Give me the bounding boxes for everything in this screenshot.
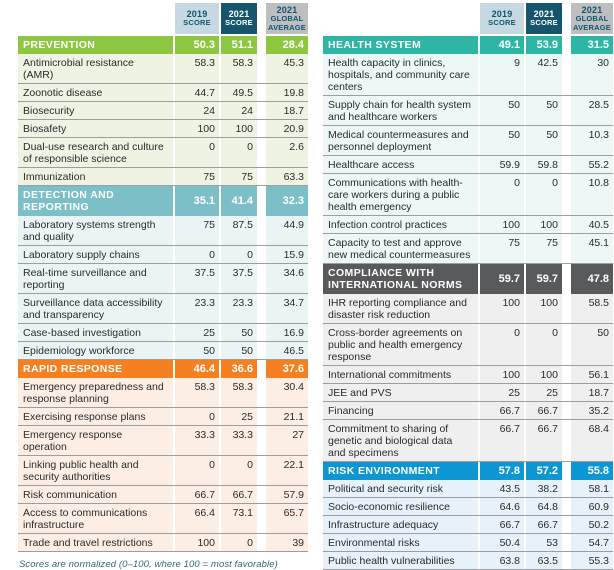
score-cell-2021-score: 0 bbox=[526, 174, 562, 215]
table-row bbox=[18, 504, 308, 534]
section-score-cell: 55.8 bbox=[571, 462, 613, 480]
score-cell-2021-score: 25 bbox=[221, 408, 257, 425]
table-row bbox=[18, 408, 308, 426]
table-row bbox=[323, 366, 613, 384]
score-cell-2021-score: 37.5 bbox=[221, 264, 257, 293]
score-cell-2019-score: 24 bbox=[175, 102, 219, 119]
score-cell-2021-global-average: 39 bbox=[266, 534, 308, 551]
section-header-row-risk-environment bbox=[323, 462, 613, 480]
section-header-row-rapid-response bbox=[18, 360, 308, 378]
score-cell-2021-score: 50 bbox=[221, 324, 257, 341]
score-cell-2021-score: 66.7 bbox=[526, 420, 562, 461]
score-cell-2019-score: 100 bbox=[480, 216, 524, 233]
section-score-cell: 32.3 bbox=[266, 186, 308, 216]
score-cell-2019-score: 0 bbox=[175, 408, 219, 425]
score-cell-2021-global-average: 65.7 bbox=[266, 504, 308, 533]
score-cell-2019-score: 58.3 bbox=[175, 54, 219, 83]
column-header-label: SCORE bbox=[488, 18, 516, 28]
score-cell-2021-score: 0 bbox=[221, 138, 257, 167]
row-label: JEE and PVS bbox=[323, 384, 478, 401]
section-score-cell: 31.5 bbox=[571, 36, 613, 54]
score-cell-2021-global-average: 30.4 bbox=[266, 378, 308, 407]
score-cell-2021-score: 87.5 bbox=[221, 216, 257, 245]
left-score-table bbox=[18, 3, 308, 552]
score-cell-2019-score: 58.3 bbox=[175, 378, 219, 407]
score-cell-2021-global-average: 50.2 bbox=[571, 516, 613, 533]
score-cell-2021-global-average: 21.1 bbox=[266, 408, 308, 425]
row-label: Emergency response operation bbox=[18, 426, 173, 455]
section-score-cell: 46.4 bbox=[175, 360, 219, 378]
score-cell-2021-global-average: 35.2 bbox=[571, 402, 613, 419]
column-header-year: 2021 bbox=[581, 5, 603, 16]
score-cell-2019-score: 44.7 bbox=[175, 84, 219, 101]
table-row bbox=[18, 54, 308, 84]
section-score-cell: 41.4 bbox=[221, 186, 257, 216]
table-row bbox=[18, 264, 308, 294]
score-cell-2021-global-average: 18.7 bbox=[571, 384, 613, 401]
table-row bbox=[323, 54, 613, 96]
score-cell-2021-score: 50 bbox=[221, 342, 257, 359]
table-row bbox=[18, 120, 308, 138]
row-label: Healthcare access bbox=[323, 156, 478, 173]
column-header-2021-global-average bbox=[571, 3, 613, 34]
table-row bbox=[18, 246, 308, 264]
section-header-row-health-system bbox=[323, 36, 613, 54]
section-header-row-prevention bbox=[18, 36, 308, 54]
score-cell-2021-global-average: 15.9 bbox=[266, 246, 308, 263]
row-label: Health capacity in clinics, hospitals, and community care centers bbox=[323, 54, 478, 95]
table-row bbox=[323, 234, 613, 264]
row-label: Surveillance data accessibility and transparency bbox=[18, 294, 173, 323]
table-row bbox=[18, 456, 308, 486]
section-header-row-detection-and-reporting bbox=[18, 186, 308, 216]
score-cell-2021-score: 66.7 bbox=[526, 516, 562, 533]
table-row bbox=[18, 324, 308, 342]
score-cell-2021-score: 0 bbox=[221, 456, 257, 485]
row-label: Cross-border agreements on public and health emergency response bbox=[323, 324, 478, 365]
score-cell-2021-score: 66.7 bbox=[526, 402, 562, 419]
score-cell-2019-score: 23.3 bbox=[175, 294, 219, 323]
section-title: RISK ENVIRONMENT bbox=[323, 462, 478, 480]
row-label: Communications with health-care workers during a public health emergency bbox=[323, 174, 478, 215]
table-row bbox=[18, 426, 308, 456]
row-label: Commitment to sharing of genetic and biological data and specimens bbox=[323, 420, 478, 461]
table-row bbox=[323, 174, 613, 216]
score-cell-2021-global-average: 19.8 bbox=[266, 84, 308, 101]
score-cell-2021-global-average: 54.7 bbox=[571, 534, 613, 551]
row-label: Exercising response plans bbox=[18, 408, 173, 425]
table-row bbox=[323, 294, 613, 324]
score-cell-2021-global-average: 28.5 bbox=[571, 96, 613, 125]
row-label: Socio-economic resilience bbox=[323, 498, 478, 515]
score-cell-2019-score: 33.3 bbox=[175, 426, 219, 455]
right-column bbox=[323, 3, 613, 570]
section-score-cell: 51.1 bbox=[221, 36, 257, 54]
score-cell-2019-score: 66.7 bbox=[480, 516, 524, 533]
column-header-year: 2019 bbox=[186, 9, 208, 20]
table-row bbox=[323, 324, 613, 366]
score-cell-2019-score: 0 bbox=[175, 456, 219, 485]
section-score-cell: 53.9 bbox=[526, 36, 562, 54]
score-cell-2019-score: 50 bbox=[480, 126, 524, 155]
score-cell-2021-global-average: 2.6 bbox=[266, 138, 308, 167]
table-row bbox=[323, 480, 613, 498]
score-cell-2021-score: 100 bbox=[526, 294, 562, 323]
score-cell-2021-global-average: 34.6 bbox=[266, 264, 308, 293]
score-cell-2019-score: 0 bbox=[175, 138, 219, 167]
row-label: Biosafety bbox=[18, 120, 173, 137]
score-cell-2021-score: 59.8 bbox=[526, 156, 562, 173]
score-cell-2021-score: 42.5 bbox=[526, 54, 562, 95]
row-label: IHR reporting compliance and disaster risk reduction bbox=[323, 294, 478, 323]
row-label: Dual-use research and culture of responsible science bbox=[18, 138, 173, 167]
section-score-cell: 49.1 bbox=[480, 36, 524, 54]
score-cell-2019-score: 0 bbox=[480, 324, 524, 365]
row-label: Public health vulnerabilities bbox=[323, 552, 478, 569]
table-row bbox=[18, 168, 308, 186]
table-row bbox=[18, 138, 308, 168]
table-row bbox=[323, 402, 613, 420]
table-row bbox=[18, 294, 308, 324]
row-label: Infection control practices bbox=[323, 216, 478, 233]
score-cell-2021-score: 75 bbox=[526, 234, 562, 263]
score-cell-2021-global-average: 22.1 bbox=[266, 456, 308, 485]
section-score-cell: 36.6 bbox=[221, 360, 257, 378]
row-label: Infrastructure adequacy bbox=[323, 516, 478, 533]
score-cell-2019-score: 100 bbox=[175, 120, 219, 137]
section-score-cell: 35.1 bbox=[175, 186, 219, 216]
left-column bbox=[18, 3, 308, 570]
score-cell-2021-score: 24 bbox=[221, 102, 257, 119]
score-cell-2021-score: 53 bbox=[526, 534, 562, 551]
score-cell-2019-score: 63.8 bbox=[480, 552, 524, 569]
score-cell-2019-score: 100 bbox=[480, 366, 524, 383]
score-cell-2021-score: 75 bbox=[221, 168, 257, 185]
column-header-label: SCORE bbox=[183, 18, 211, 28]
score-cell-2021-global-average: 30 bbox=[571, 54, 613, 95]
row-label: Laboratory systems strength and quality bbox=[18, 216, 173, 245]
column-header-2019-score bbox=[175, 3, 219, 34]
right-score-table bbox=[323, 3, 613, 570]
score-cell-2021-global-average: 20.9 bbox=[266, 120, 308, 137]
table-row bbox=[323, 552, 613, 570]
score-cell-2021-score: 38.2 bbox=[526, 480, 562, 497]
column-header-label: SCORE bbox=[225, 18, 253, 28]
score-cell-2019-score: 75 bbox=[175, 168, 219, 185]
table-row bbox=[323, 96, 613, 126]
score-cell-2021-score: 0 bbox=[221, 534, 257, 551]
scores-footnote: Scores are normalized (0–100, where 100 = most favorable) bbox=[19, 559, 278, 570]
table-row bbox=[323, 420, 613, 462]
table-row bbox=[18, 534, 308, 552]
score-cell-2021-global-average: 56.1 bbox=[571, 366, 613, 383]
row-label: Medical countermeasures and personnel deployment bbox=[323, 126, 478, 155]
score-cell-2021-global-average: 40.5 bbox=[571, 216, 613, 233]
row-label: Case-based investigation bbox=[18, 324, 173, 341]
column-header-row bbox=[18, 3, 308, 34]
score-cell-2021-global-average: 60.9 bbox=[571, 498, 613, 515]
table-row bbox=[323, 534, 613, 552]
score-cell-2019-score: 50.4 bbox=[480, 534, 524, 551]
table-row bbox=[323, 384, 613, 402]
table-row bbox=[18, 84, 308, 102]
score-cell-2019-score: 43.5 bbox=[480, 480, 524, 497]
score-cell-2021-score: 0 bbox=[526, 324, 562, 365]
score-cell-2019-score: 37.5 bbox=[175, 264, 219, 293]
section-score-cell: 57.2 bbox=[526, 462, 562, 480]
table-row bbox=[18, 216, 308, 246]
score-cell-2021-global-average: 55.2 bbox=[571, 156, 613, 173]
column-header-spacer bbox=[18, 3, 173, 34]
row-label: Emergency preparedness and response planning bbox=[18, 378, 173, 407]
score-cell-2019-score: 59.9 bbox=[480, 156, 524, 173]
table-row bbox=[18, 102, 308, 120]
row-label: Linking public health and security authorities bbox=[18, 456, 173, 485]
score-cell-2019-score: 9 bbox=[480, 54, 524, 95]
score-cell-2021-score: 100 bbox=[221, 120, 257, 137]
score-cell-2019-score: 25 bbox=[175, 324, 219, 341]
score-cell-2021-global-average: 10.3 bbox=[571, 126, 613, 155]
row-label: Financing bbox=[323, 402, 478, 419]
score-cell-2021-global-average: 34.7 bbox=[266, 294, 308, 323]
score-cell-2021-score: 66.7 bbox=[221, 486, 257, 503]
section-score-cell: 37.6 bbox=[266, 360, 308, 378]
section-score-cell: 57.8 bbox=[480, 462, 524, 480]
score-cell-2019-score: 66.7 bbox=[175, 486, 219, 503]
table-row bbox=[323, 516, 613, 534]
score-cell-2021-score: 58.3 bbox=[221, 54, 257, 83]
score-cell-2019-score: 64.6 bbox=[480, 498, 524, 515]
table-row bbox=[323, 498, 613, 516]
table-row bbox=[323, 216, 613, 234]
section-score-cell: 47.8 bbox=[571, 264, 613, 294]
score-cell-2019-score: 75 bbox=[480, 234, 524, 263]
score-cell-2021-score: 64.8 bbox=[526, 498, 562, 515]
row-label: Supply chain for health system and healthcare workers bbox=[323, 96, 478, 125]
column-header-2021-score bbox=[221, 3, 257, 34]
score-cell-2021-global-average: 58.5 bbox=[571, 294, 613, 323]
row-label: Capacity to test and approve new medical countermeasures bbox=[323, 234, 478, 263]
column-header-year: 2019 bbox=[491, 9, 513, 20]
score-cell-2021-global-average: 18.7 bbox=[266, 102, 308, 119]
score-cell-2021-score: 100 bbox=[526, 366, 562, 383]
score-cell-2019-score: 50 bbox=[175, 342, 219, 359]
score-cell-2021-global-average: 68.4 bbox=[571, 420, 613, 461]
section-title: PREVENTION bbox=[18, 36, 173, 54]
column-header-spacer bbox=[323, 3, 478, 34]
score-cell-2021-global-average: 55.3 bbox=[571, 552, 613, 569]
row-label: Epidemiology workforce bbox=[18, 342, 173, 359]
score-cell-2021-score: 49.5 bbox=[221, 84, 257, 101]
row-label: Biosecurity bbox=[18, 102, 173, 119]
table-row bbox=[18, 486, 308, 504]
column-header-2021-score bbox=[526, 3, 562, 34]
score-cell-2019-score: 75 bbox=[175, 216, 219, 245]
row-label: Trade and travel restrictions bbox=[18, 534, 173, 551]
section-score-cell: 50.3 bbox=[175, 36, 219, 54]
row-label: Immunization bbox=[18, 168, 173, 185]
score-cell-2019-score: 66.7 bbox=[480, 420, 524, 461]
score-cell-2021-global-average: 16.9 bbox=[266, 324, 308, 341]
column-header-2019-score bbox=[480, 3, 524, 34]
score-cell-2021-global-average: 57.9 bbox=[266, 486, 308, 503]
column-header-2021-global-average bbox=[266, 3, 308, 34]
section-score-cell: 59.7 bbox=[480, 264, 524, 294]
score-cell-2021-global-average: 58.1 bbox=[571, 480, 613, 497]
section-score-cell: 59.7 bbox=[526, 264, 562, 294]
column-header-label: GLOBAL AVERAGE bbox=[573, 14, 611, 32]
section-title: RAPID RESPONSE bbox=[18, 360, 173, 378]
score-cell-2021-score: 73.1 bbox=[221, 504, 257, 533]
score-cell-2019-score: 0 bbox=[480, 174, 524, 215]
row-label: Laboratory supply chains bbox=[18, 246, 173, 263]
score-cell-2021-global-average: 45.1 bbox=[571, 234, 613, 263]
section-score-cell: 28.4 bbox=[266, 36, 308, 54]
column-header-year: 2021 bbox=[276, 5, 298, 16]
score-cell-2021-score: 33.3 bbox=[221, 426, 257, 455]
table-row bbox=[323, 156, 613, 174]
score-cell-2019-score: 25 bbox=[480, 384, 524, 401]
score-cell-2021-global-average: 10.8 bbox=[571, 174, 613, 215]
section-header-row-compliance-with-international-norms bbox=[323, 264, 613, 294]
score-cell-2021-score: 63.5 bbox=[526, 552, 562, 569]
score-cell-2019-score: 66.7 bbox=[480, 402, 524, 419]
score-cell-2021-global-average: 45.3 bbox=[266, 54, 308, 83]
score-cell-2021-score: 0 bbox=[221, 246, 257, 263]
score-cell-2021-global-average: 46.5 bbox=[266, 342, 308, 359]
row-label: Real-time surveillance and reporting bbox=[18, 264, 173, 293]
score-cell-2019-score: 100 bbox=[175, 534, 219, 551]
score-cell-2021-score: 50 bbox=[526, 126, 562, 155]
score-cell-2021-score: 100 bbox=[526, 216, 562, 233]
table-row bbox=[323, 126, 613, 156]
row-label: Zoonotic disease bbox=[18, 84, 173, 101]
score-cell-2021-score: 23.3 bbox=[221, 294, 257, 323]
score-cell-2019-score: 100 bbox=[480, 294, 524, 323]
score-cell-2021-score: 25 bbox=[526, 384, 562, 401]
row-label: Political and security risk bbox=[323, 480, 478, 497]
score-cell-2021-score: 50 bbox=[526, 96, 562, 125]
row-label: Environmental risks bbox=[323, 534, 478, 551]
score-cell-2019-score: 66.4 bbox=[175, 504, 219, 533]
score-cell-2021-global-average: 27 bbox=[266, 426, 308, 455]
score-cell-2021-global-average: 44.9 bbox=[266, 216, 308, 245]
column-header-row bbox=[323, 3, 613, 34]
score-cell-2019-score: 0 bbox=[175, 246, 219, 263]
column-header-label: GLOBAL AVERAGE bbox=[268, 14, 306, 32]
row-label: Antimicrobial resistance (AMR) bbox=[18, 54, 173, 83]
score-cell-2021-global-average: 63.3 bbox=[266, 168, 308, 185]
table-row bbox=[18, 342, 308, 360]
column-header-year: 2021 bbox=[533, 9, 555, 20]
section-title: COMPLIANCE WITH INTERNATIONAL NORMS bbox=[323, 264, 478, 294]
row-label: Risk communication bbox=[18, 486, 173, 503]
section-title: DETECTION AND REPORTING bbox=[18, 186, 173, 216]
section-title: HEALTH SYSTEM bbox=[323, 36, 478, 54]
score-cell-2021-global-average: 50 bbox=[571, 324, 613, 365]
score-cell-2019-score: 50 bbox=[480, 96, 524, 125]
row-label: International commitments bbox=[323, 366, 478, 383]
row-label: Access to communications infrastructure bbox=[18, 504, 173, 533]
score-cell-2021-score: 58.3 bbox=[221, 378, 257, 407]
column-header-label: SCORE bbox=[530, 18, 558, 28]
table-row bbox=[18, 378, 308, 408]
column-header-year: 2021 bbox=[228, 9, 250, 20]
